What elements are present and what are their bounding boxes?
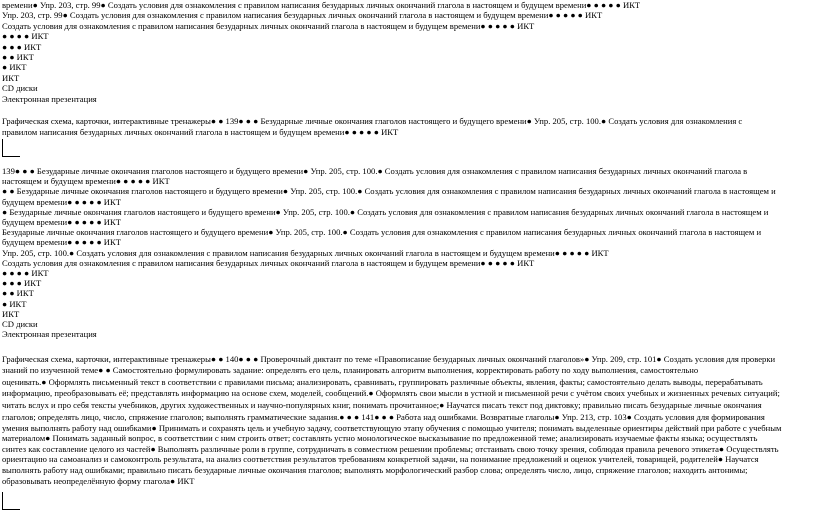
text-line: ● ● ИКТ (2, 52, 34, 62)
text-line: будущем времени● ● ● ● ● ИКТ (2, 237, 121, 248)
text-line: ● ● ИКТ (2, 288, 34, 299)
text-line: Упр. 203, стр. 99● Создать условия для ознакомления с правилом написания безударных личных окончаний глагола в настоящем и будущем времени● ● ● ● ● ИКТ (2, 10, 603, 21)
text-line: информацию, преобразовывать её; представлять информацию на основе схем, моделей, сообщений.● Оформлять свои мысли в устной и письменной речи с учётом своих учебных и жизненных речевых ситуаций; (2, 388, 780, 399)
text-line: Создать условия для ознакомления с правилом написания безударных личных окончаний глагола в настоящем и будущем времени● ● ● ● ● ИКТ (2, 257, 535, 268)
text-line: будущем времени● ● ● ● ● ИКТ (2, 196, 121, 207)
text-line: ИКТ (2, 308, 20, 319)
text-line: ориентацию на самоанализ и самоконтроль результата, на анализ соответствия результатов требованиям конкретной задачи, на понимание предложений и оценок учителей, товарищей, родителей● Научатся (2, 454, 759, 465)
text-line: времени● Упр. 203, стр. 99● Создать условия для ознакомления с правилом написания безударных личных окончаний глагола в настоящем и будущем времени● ● ● ● ● ИКТ (2, 0, 641, 10)
text-line: читать вслух и про себя тексты учебников, других художественных и научно-популярных книг, понимать прочитанное;● Научатся писать текст под диктовку; правильно писать безударные личные окончания (2, 399, 762, 410)
text-line: глаголов; определять лицо, число, спряжение глаголов; выполнять грамматические задания.● ● ● 141● ● ● Работа над ошибками. Возвратные глаголы● Упр. 213, стр. 103● Создать условия для формирования (2, 412, 765, 422)
empty-cell-box (2, 492, 20, 510)
text-line: ● ИКТ (2, 298, 27, 309)
text-line: знаний по изученной теме● ● Самостоятельно формулировать задание: определять его цель, планировать алгоритм выполнения, корректировать работу по ходу выполнения, самостоятельно (2, 365, 699, 376)
text-line: синтез как составление целого из частей● Выполнять различные роли в группе, сотрудничать в совместном решении проблемы; отстаивать свою точку зрения, соблюдая правила речевого этикета● Осуществлять (2, 443, 779, 454)
text-line: CD диски (2, 319, 38, 329)
text-line: Упр. 205, стр. 100.● Создать условия для ознакомления с правилом написания безударных личных окончаний глагола в настоящем и будущем времени● ● ● ● ● ИКТ (2, 247, 609, 258)
text-line: будущем времени● ● ● ● ● ИКТ (2, 217, 121, 227)
text-line: ● ● ● ● ИКТ (2, 268, 49, 278)
text-line: оценивать.● Оформлять письменный текст в соответствии с правилами письма; анализировать, сравнивать, группировать различные объекты, явления, факты; самостоятельно делать выводы, перерабатывать (2, 376, 763, 387)
text-line: ● ИКТ (2, 62, 27, 73)
text-line: ● ● ● ИКТ (2, 41, 42, 52)
text-line: Электронная презентация (2, 93, 97, 104)
text-line: Безударные личные окончания глаголов настоящего и будущего времени● Упр. 205, стр. 100.● Создать условия для ознакомления с правилом написания безударных личных окончаний глагола в настоящем и (2, 227, 762, 238)
text-line: ● ● ● ИКТ (2, 278, 42, 289)
text-line: ● Безударные личные окончания глаголов настоящего и будущего времени● Упр. 205, стр. 100.● Создать условия для ознакомления с правилом написания безударных личных окончаний глагола в настоящем и (2, 206, 769, 217)
text-line: ● ● Безударные личные окончания глаголов настоящего и будущего времени● Упр. 205, стр. 100.● Создать условия для ознакомления с правилом написания безударных личных окончаний глагола в настоящем и (2, 186, 776, 197)
text-line: правилом написания безударных личных окончаний глагола в настоящем и будущем времени● ● ● ● ● ИКТ (2, 127, 399, 137)
text-line: настоящем и будущем времени● ● ● ● ● ИКТ (2, 176, 170, 187)
text-line: Создать условия для ознакомления с правилом написания безударных личных окончаний глагола в настоящем и будущем времени● ● ● ● ● ИКТ (2, 20, 535, 31)
text-line: умения выполнять работу над ошибками● Принимать и сохранять цель и учебную задачу, соответствующую этапу обучения с помощью учителя; понимать выделенные ориентиры действий при работе с учебным (2, 422, 782, 433)
document-page (2, 0, 814, 512)
text-line: выполнять работу над ошибками; правильно писать безударные личные окончания глаголов; выполнять морфологический разбор слова; определять число, лицо, спряжение глаголов; находить антонимы; (2, 465, 748, 475)
text-line: CD диски (2, 83, 38, 94)
text-line: ИКТ (2, 72, 20, 83)
text-line: Электронная презентация (2, 329, 97, 340)
text-line: Графическая схема, карточки, интерактивные тренажеры● ● 139● ● ● Безударные личные окончания глаголов настоящего и будущего времени● Упр. 205, стр. 100.● Создать условия для ознакомления с (2, 116, 743, 126)
text-line: 139● ● ● Безударные личные окончания глаголов настоящего и будущего времени● Упр. 205, стр. 100.● Создать условия для ознакомления с правилом написания безударных личных окончаний глагола в (2, 166, 748, 176)
text-line: ● ● ● ● ИКТ (2, 31, 49, 42)
text-line: Графическая схема, карточки, интерактивные тренажеры● ● 140● ● ● Проверочный диктант по теме «Правописание безударных личных окончаний глаголов»● Упр. 209, стр. 101● Создать условия для проверки (2, 354, 776, 364)
text-line: образовывать неопределённую форму глагола● ИКТ (2, 475, 195, 486)
empty-cell-box (2, 139, 20, 157)
text-line: материалом● Понимать заданный вопрос, в соответствии с ним строить ответ; составлять устно монологическое высказывание по предложенной теме; анализировать изучаемые факты языка; осуществлять (2, 433, 758, 444)
